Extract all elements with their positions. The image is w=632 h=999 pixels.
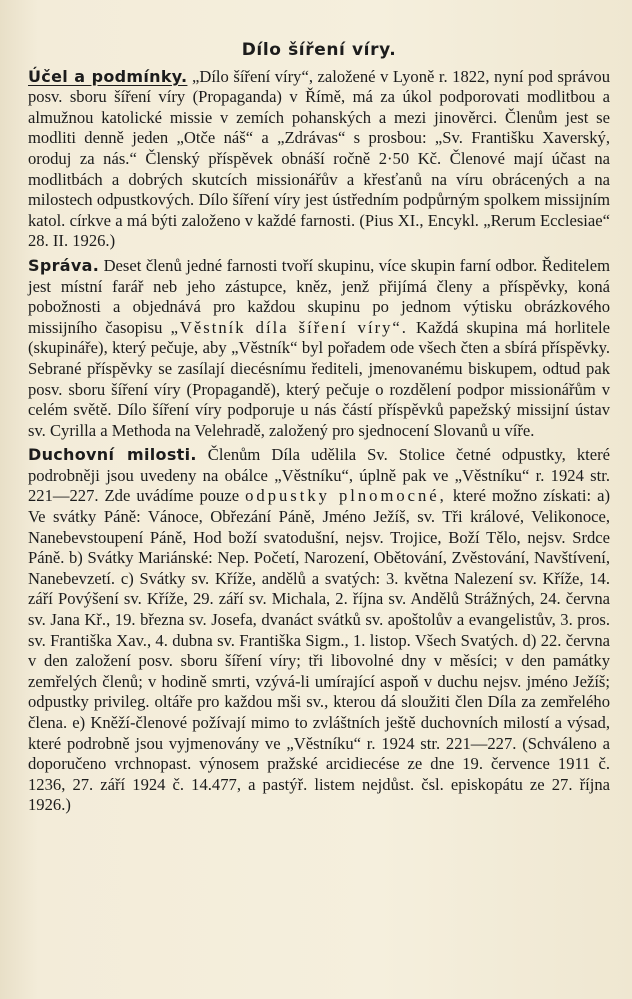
heading-administration: Správa. [28,255,100,275]
journal-title: „Věstník díla šíření víry“. [170,317,408,337]
text-administration-a: Deset členů jedné farnosti tvoří skupinu, více skupin farní odbor. Ředitelem jest místní farář neb jeho zástupce, kněz, jenž přijímá členy a příspěvky, koná pobožnosti a objednává pro každou skupinu po jednom výtisku obrázkového missijního časopisu [28,255,610,337]
text-purpose: „Dílo šíření víry“, založené v Lyoně r. 1822, nyní pod správou posv. sboru šíření víry (Propaganda) v Římě, má za úkol podporovati modlitbou a almužnou katolické missie v zemích pohanských a mezi jinověrci. Členům jest se modliti denně jeden „Otče náš“ a „Zdrávas“ s prosbou: „Sv. Františku Xaverský, oroduj za nás.“ Členský příspěvek obnáší ročně 2·50 Kč. Členové mají účast na modlitbách a dobrých skutcích missionářův a křesťanů na víru obrácených a na milostech odpustkových. Dílo šíření víry jest ústředním podpůrným spolkem missijním katol. církve a má býti založeno v každé farnosti. (Pius XI., Encykl. „Rerum Ecclesiae“ 28. II. 1926.) [28,66,610,251]
heading-graces: Duchovní milosti. [28,445,197,465]
text-administration-b: Každá skupina má horlitele (skupináře), který pečuje, aby „Věstník“ byl pořadem ode všech čten a sbírá příspěvky. Sebrané příspěvky se zasílají diecésnímu řediteli, jmenovanému biskupem, odtud pak posv. sboru šíření víry (Propagandě), který pečuje o rozdělení podpor missionářům v celém světě. Dílo šíření víry podporuje u nás částí příspěvků papežský missijní ústav sv. Cyrilla a Methoda na Velehradě, založený pro sjednocení Slovanů u víře. [28,317,610,440]
heading-purpose: Účel a podmínky. [28,66,188,86]
text-graces-a: Členům Díla udělila Sv. Stolice četné odpustky, které podrobněji jsou uvedeny na obálce „Věstníku“, úplně pak ve „Věstníku“ r. 1924 str. 221—227. Zde uvádíme pouze [28,445,610,506]
page-title: Dílo šíření víry. [241,40,397,60]
paragraph-purpose [28,67,610,252]
text-graces-b: které možno získati: a) Ve svátky Páně: Vánoce, Obřezání Páně, Jméno Ježíš, sv. Tři králové, Velikonoce, Nanebevstoupení Páně, Hod boží svatodušní, nejsv. Trojice, Boží Tělo, nejsv. Srdce Páně. b) Svátky Mariánské: Nep. Početí, Narození, Obětování, Zvěstování, Navštívení, Nanebevzetí. c) Svátky sv. Kříže, andělů a svatých: 3. května Nalezení sv. Kříže, 14. září Povýšení sv. Kříže, 29. září sv. Michala, 2. října sv. Andělů Strážných, 24. června sv. Jana Kř., 19. března sv. Josefa, dvanáct svátků sv. apoštolův a evangelistův, 3. pros. sv. Františka Xav., 4. dubna sv. Františka Sigm., 1. listop. Všech Svatých. d) 22. června v den založení posv. sboru šíření víry; tři libovolné dny v měsíci; v den památky zemřelých členů; v hodině smrti, vzývá-li umírající aspoň v duchu nejsv. jméno Ježíš; odpustky privileg. oltáře pro každou mši sv., kterou dá sloužiti člen Díla za zemřelého člena. e) Kněží-členové požívají mimo to zvláštních ještě duchovních milostí a výsad, které podrobně jsou vyjmenovány ve „Věstníku“ r. 1924 str. 221—227. (Schváleno a doporučeno vrchnopast. výnosem pražské arcidiecése ze dne 19. července 1911 č. 1236, 27. září 1924 č. 14.477, a pastýř. listem nejdůst. čsl. episkopátu ze 27. října 1926.) [28,486,610,815]
paragraph-graces [28,445,610,816]
paragraph-administration [28,256,610,441]
plenary-indulgences: odpustky plnomocné, [245,486,447,506]
document-body [28,40,610,820]
